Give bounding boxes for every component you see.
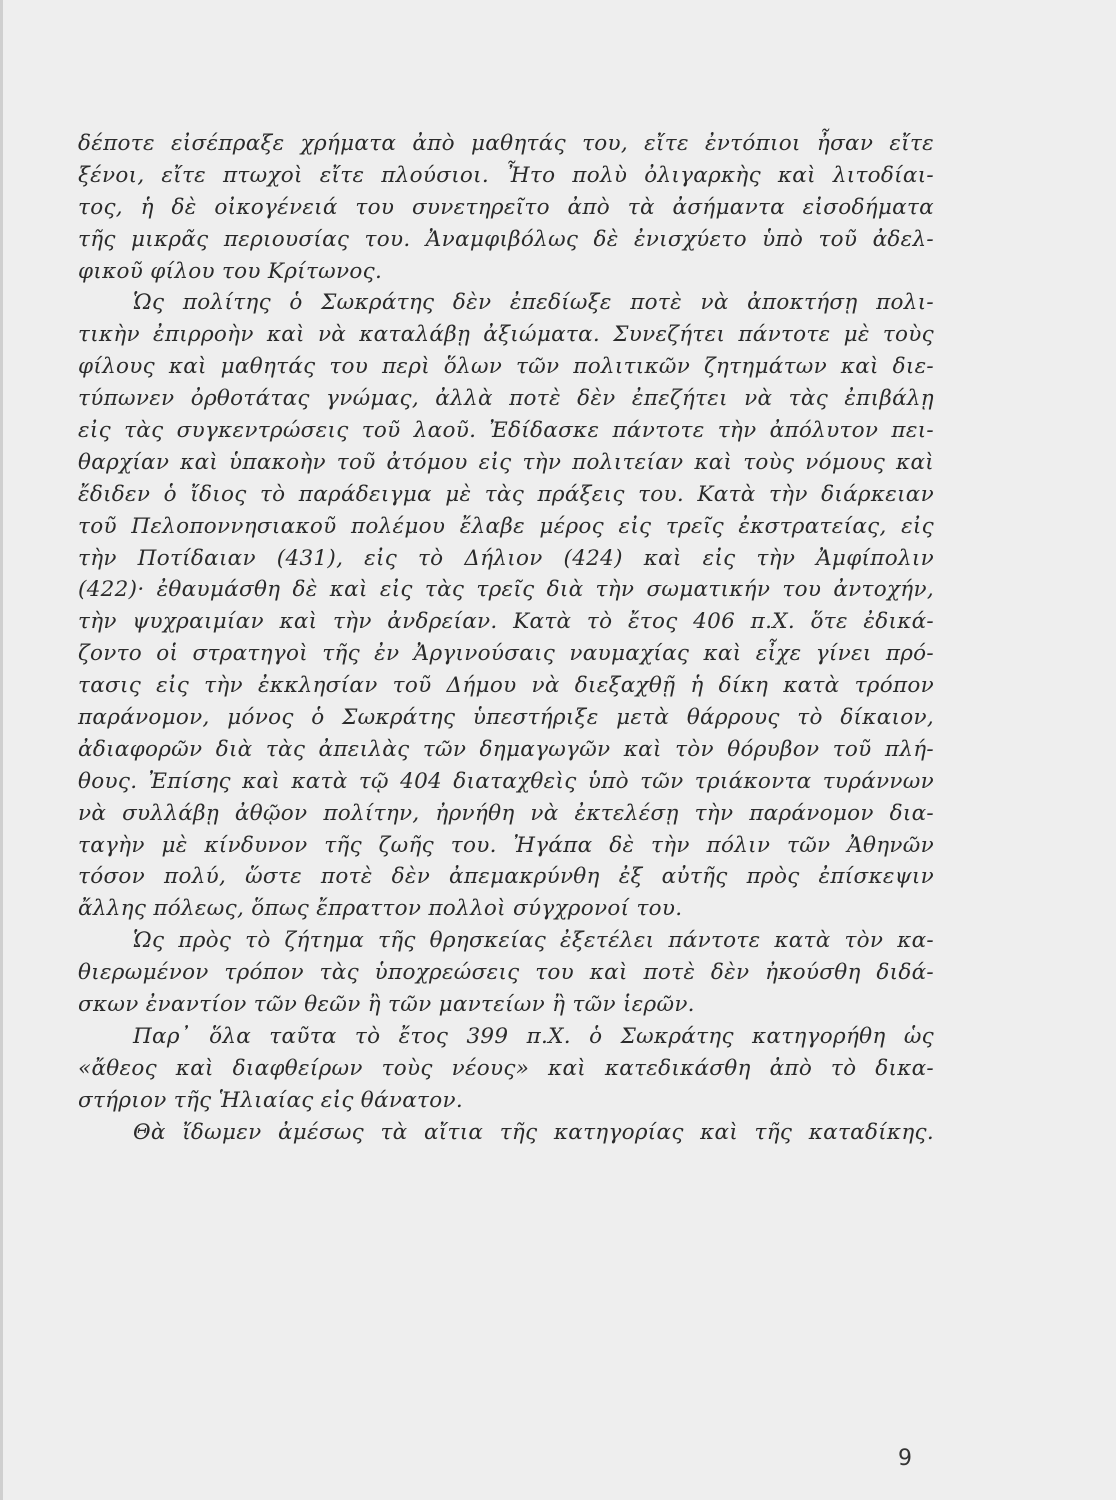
text-line: θους. Ἐπίσης καὶ κατὰ τῷ 404 διαταχθεὶς ὑπὸ τῶν τριάκοντα τυράννων bbox=[78, 768, 934, 794]
page-number: 9 bbox=[898, 1446, 912, 1471]
text-line: εἰς τὰς συγκεντρώσεις τοῦ λαοῦ. Ἐδίδασκε πάντοτε τὴν ἀπόλυτον πει- bbox=[78, 418, 934, 444]
paragraph bbox=[78, 925, 934, 1021]
text-line: παράνομον, μόνος ὁ Σωκράτης ὑπεστήριξε μετὰ θάρρους τὸ δίκαιον, bbox=[78, 705, 934, 731]
text-line: θαρχίαν καὶ ὑπακοὴν τοῦ ἀτόμου εἰς τὴν πολιτείαν καὶ τοὺς νόμους καὶ bbox=[78, 449, 934, 475]
text-line: τὴν Ποτίδαιαν (431), εἰς τὸ Δήλιον (424) καὶ εἰς τὴν Ἀμφίπολιν bbox=[78, 545, 934, 571]
text-line: δέποτε εἰσέπραξε χρήματα ἀπὸ μαθητάς του, εἴτε ἐντόπιοι ἦσαν εἴτε bbox=[78, 131, 934, 156]
text-line: (422)· ἐθαυμάσθη δὲ καὶ εἰς τὰς τρεῖς διὰ τὴν σωματικήν του ἀντοχήν, bbox=[78, 577, 934, 603]
text-line: «ἄθεος καὶ διαφθείρων τοὺς νέους» καὶ κατεδικάσθη ἀπὸ τὸ δικα- bbox=[78, 1055, 934, 1081]
text-line: τος, ἡ δὲ οἰκογένειά του συνετηρεῖτο ἀπὸ τὰ ἀσήμαντα εἰσοδήματα bbox=[78, 194, 934, 220]
text-line: τόσον πολύ, ὥστε ποτὲ δὲν ἀπεμακρύνθη ἐξ αὐτῆς πρὸς ἐπίσκεψιν bbox=[78, 864, 934, 890]
text-line: Ὡς πολίτης ὁ Σωκράτης δὲν ἐπεδίωξε ποτὲ νὰ ἀποκτήσῃ πολι- bbox=[133, 290, 934, 316]
text-line: τικὴν ἐπιρροὴν καὶ νὰ καταλάβῃ ἀξιώματα. Συνεζήτει πάντοτε μὲ τοὺς bbox=[78, 322, 934, 348]
text-line: ζοντο οἱ στρατηγοὶ τῆς ἐν Ἀργινούσαις ναυμαχίας καὶ εἶχε γίνει πρό- bbox=[78, 641, 934, 667]
text-line: τοῦ Πελοποννησιακοῦ πολέμου ἔλαβε μέρος εἰς τρεῖς ἐκστρατείας, εἰς bbox=[78, 513, 934, 539]
text-line: ἄλλης πόλεως, ὅπως ἔπραττον πολλοὶ σύγχρονοί του. bbox=[78, 896, 683, 922]
text-line: ἀδιαφορῶν διὰ τὰς ἀπειλὰς τῶν δημαγωγῶν καὶ τὸν θόρυβον τοῦ πλή- bbox=[78, 736, 934, 762]
text-line: ταγὴν μὲ κίνδυνον τῆς ζωῆς του. Ἠγάπα δὲ τὴν πόλιν τῶν Ἀθηνῶν bbox=[78, 832, 934, 858]
text-line: φίλους καὶ μαθητάς του περὶ ὅλων τῶν πολιτικῶν ζητημάτων καὶ διε- bbox=[78, 354, 934, 380]
text-line: Ὡς πρὸς τὸ ζήτημα τῆς θρησκείας ἐξετέλει πάντοτε κατὰ τὸν κα- bbox=[133, 928, 934, 954]
text-line: τῆς μικρᾶς περιουσίας του. Ἀναμφιβόλως δὲ ἐνισχύετο ὑπὸ τοῦ ἀδελ- bbox=[78, 226, 934, 252]
text-line: Παρ᾽ ὅλα ταῦτα τὸ ἔτος 399 π.Χ. ὁ Σωκράτης κατηγορήθη ὡς bbox=[133, 1023, 934, 1049]
text-line: Θὰ ἴδωμεν ἀμέσως τὰ αἴτια τῆς κατηγορίας καὶ τῆς καταδίκης. bbox=[133, 1119, 934, 1145]
text-line: νὰ συλλάβῃ ἀθῷον πολίτην, ἠρνήθη νὰ ἐκτελέσῃ τὴν παράνομον δια- bbox=[78, 800, 934, 826]
text-line: σκων ἐναντίον τῶν θεῶν ἢ τῶν μαντείων ἢ τῶν ἱερῶν. bbox=[78, 992, 695, 1018]
text-line: στήριον τῆς Ἡλιαίας εἰς θάνατον. bbox=[78, 1087, 463, 1113]
text-line: τύπωνεν ὀρθοτάτας γνώμας, ἀλλὰ ποτὲ δὲν ἐπεζήτει νὰ τὰς ἐπιβάλῃ bbox=[78, 386, 934, 412]
text-line: θιερωμένον τρόπον τὰς ὑποχρεώσεις του καὶ ποτὲ δὲν ἠκούσθη διδά- bbox=[78, 960, 934, 986]
text-line: τασις εἰς τὴν ἐκκλησίαν τοῦ Δήμου νὰ διεξαχθῇ ἡ δίκη κατὰ τρόπον bbox=[78, 673, 934, 699]
paragraph bbox=[78, 1117, 934, 1149]
paragraph bbox=[78, 1021, 934, 1117]
text-line: φικοῦ φίλου του Κρίτωνος. bbox=[78, 258, 383, 284]
text-line: ἔδιδεν ὁ ἴδιος τὸ παράδειγμα μὲ τὰς πράξεις του. Κατὰ τὴν διάρκειαν bbox=[78, 481, 934, 507]
page-edge bbox=[0, 0, 3, 1500]
text-line: τὴν ψυχραιμίαν καὶ τὴν ἀνδρείαν. Κατὰ τὸ ἔτος 406 π.Χ. ὅτε ἐδικά- bbox=[78, 609, 934, 635]
text-line: ξένοι, εἴτε πτωχοὶ εἴτε πλούσιοι. Ἦτο πολὺ ὀλιγαρκὴς καὶ λιτοδίαι- bbox=[78, 162, 934, 188]
body-text bbox=[78, 128, 934, 1149]
paragraph bbox=[78, 287, 934, 925]
paragraph bbox=[78, 128, 934, 287]
